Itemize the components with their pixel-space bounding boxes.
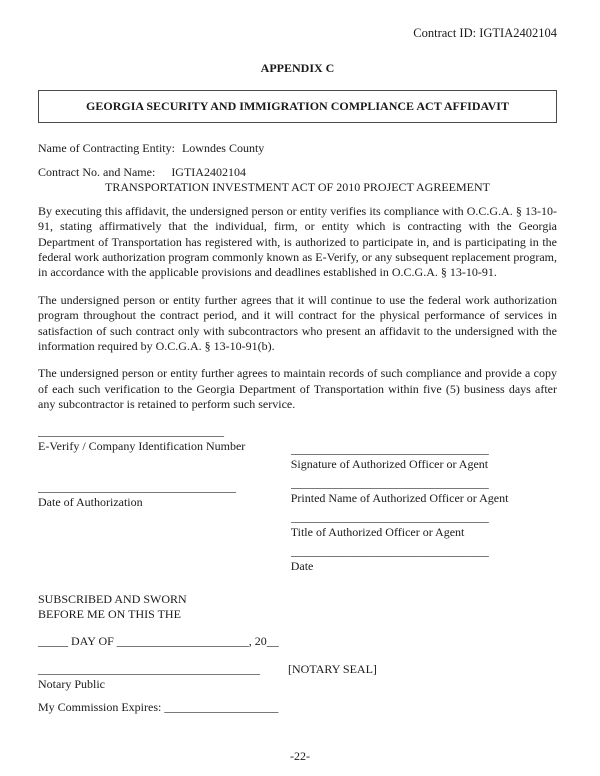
everify-signature-line: _______________________________ (38, 424, 224, 439)
paragraph-compliance: By executing this affidavit, the undersigned person or entity verifies its compliance with O.C.G.A. § 13-10-91, stating affirmatively that the individual, firm, or entity which is contracting with the Georgia Department of Transportation has registered with, is authorized to participate in, and is participating in the federal work authorization program commonly known as E-Verify, or any subsequent replacement program, in accordance with the applicable provisions and deadlines established in O.C.G.A. § 13-10-91. (38, 204, 557, 280)
signature-column-left (38, 424, 277, 578)
notary-public-label: Notary Public (38, 677, 105, 692)
officer-signature-field (291, 442, 557, 472)
officer-title-field (291, 510, 557, 540)
agreement-title: TRANSPORTATION INVESTMENT ACT OF 2010 PROJECT AGREEMENT (104, 180, 491, 194)
appendix-title: APPENDIX C (260, 61, 335, 75)
signature-section (38, 424, 557, 578)
date-of-authorization-field (38, 480, 277, 510)
contract-no-row (38, 165, 557, 180)
officer-signature-label: Signature of Authorized Officer or Agent (290, 457, 489, 472)
entity-label: Name of Contracting Entity: (38, 141, 175, 155)
notary-signature-row (38, 662, 557, 677)
contracting-entity-row (38, 141, 557, 156)
sworn-text-line1: SUBSCRIBED AND SWORN (38, 592, 187, 607)
date-label: Date (290, 559, 314, 574)
printed-name-label: Printed Name of Authorized Officer or Agent (290, 491, 509, 506)
affidavit-title: GEORGIA SECURITY AND IMMIGRATION COMPLIANCE ACT AFFIDAVIT (86, 99, 509, 113)
date-of-authorization-label: Date of Authorization (38, 495, 143, 510)
signature-column-right (277, 424, 557, 578)
date-field (291, 544, 557, 574)
notary-seal: [NOTARY SEAL] (288, 662, 377, 677)
date-line: _________________________________ (290, 544, 489, 559)
entity-value: Lowndes County (181, 141, 265, 155)
contract-id: Contract ID: IGTIA2402104 (413, 26, 557, 40)
printed-name-field (291, 476, 557, 506)
printed-name-line: _________________________________ (290, 476, 489, 491)
everify-field (38, 424, 277, 454)
commission-expires-line: My Commission Expires: ___________________ (38, 700, 279, 715)
everify-label: E-Verify / Company Identification Number (38, 439, 246, 454)
officer-signature-line: _________________________________ (290, 442, 489, 457)
sworn-text-line2: BEFORE ME ON THIS THE (38, 607, 181, 622)
affidavit-title-box (38, 90, 557, 123)
contract-no-label: Contract No. and Name: (38, 165, 156, 179)
notary-signature-line: _____________________________________ (38, 662, 260, 677)
day-of-line: _____ DAY OF ______________________, 20__ (38, 634, 279, 649)
contract-no-value: IGTIA2402104 (171, 165, 246, 179)
notary-section (38, 592, 557, 715)
officer-title-line: _________________________________ (290, 510, 489, 525)
paragraph-maintain-records: The undersigned person or entity further agrees to maintain records of such compliance and provide a copy of each such verification to the Georgia Department of Transportation within five (5) business days after any subcontractor is retained to perform such service. (38, 366, 557, 411)
paragraph-continue-use: The undersigned person or entity further agrees that it will continue to use the federal work authorization program throughout the contract period, and it will contract for the physical performance of services in satisfaction of such contract only with subcontractors who present an affidavit to the undersigned with the information required by O.C.G.A. § 13-10-91(b). (38, 292, 557, 353)
date-of-authorization-line: _________________________________ (38, 480, 236, 495)
officer-title-label: Title of Authorized Officer or Agent (290, 525, 465, 540)
page-number: -22- (290, 749, 310, 763)
